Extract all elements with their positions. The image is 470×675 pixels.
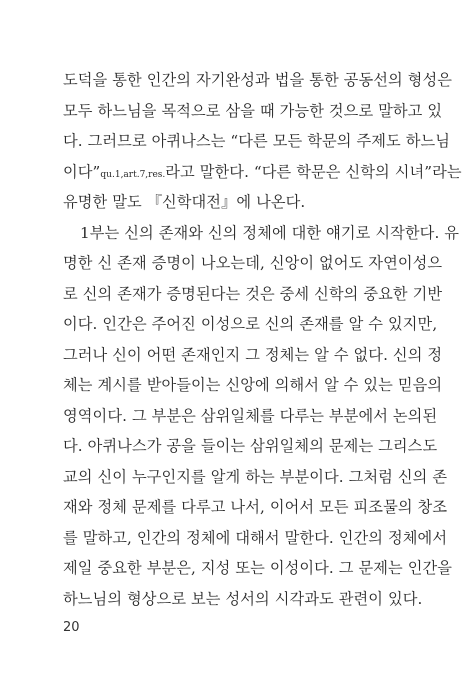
body-text bbox=[63, 65, 462, 614]
text-line: 하느님의 형상으로 보는 성서의 시각과도 관련이 있다. bbox=[63, 589, 423, 608]
quote-end: 이다” bbox=[63, 162, 101, 181]
citation-reference: qu.1,art.7,res. bbox=[100, 169, 166, 180]
text-line: 그러나 신이 어떤 존재인지 그 정체는 알 수 없다. 신의 정 bbox=[63, 345, 443, 364]
text-line: 로 신의 존재가 증명된다는 것은 중세 신학의 중요한 기반 bbox=[63, 284, 443, 303]
text-line: 도덕을 통한 인간의 자기완성과 법을 통한 공동선의 형성은 bbox=[63, 71, 453, 89]
text-line: 다. 그러므로 아퀴나스는 “다른 모든 학문의 주제도 하느님 bbox=[63, 132, 451, 150]
text-line: 이다. 인간은 주어진 이성으로 신의 존재를 알 수 있지만, bbox=[63, 315, 438, 333]
text-line: 제일 중요한 부분은, 지성 또는 이성이다. 그 문제는 인간을 bbox=[63, 559, 453, 577]
quote-continuation: 라고 말한다. “다른 학문은 신학의 시녀”라는 bbox=[165, 162, 462, 181]
text-line: 영역이다. 그 부분은 삼위일체를 다루는 부분에서 논의된 bbox=[63, 406, 438, 425]
text-line: 모두 하느님을 목적으로 삼을 때 가능한 것으로 말하고 있 bbox=[63, 101, 443, 120]
text-line: 유명한 말도 『신학대전』에 나온다. bbox=[63, 193, 306, 211]
text-line: 재와 정체 문제를 다루고 나서, 이어서 모든 피조물의 창조 bbox=[63, 498, 448, 516]
text-line: 교의 신이 누구인지를 알게 하는 부분이다. 그처럼 신의 존 bbox=[63, 467, 448, 486]
paragraph-1 bbox=[63, 65, 462, 218]
paragraph-2 bbox=[63, 218, 460, 615]
text-line: 체는 계시를 받아들이는 신앙에 의해서 알 수 있는 믿음의 bbox=[63, 376, 443, 394]
text-line: 명한 신 존재 증명이 나오는데, 신앙이 없어도 자연이성으 bbox=[63, 254, 443, 272]
text-line-with-citation bbox=[63, 157, 462, 188]
text-line-indented: 1부는 신의 존재와 신의 정체에 대한 얘기로 시작한다. 유 bbox=[80, 223, 460, 242]
text-line: 를 말하고, 인간의 정체에 대해서 말한다. 인간의 정체에서 bbox=[63, 528, 448, 547]
page-number: 20 bbox=[63, 620, 80, 635]
text-line: 다. 아퀴나스가 공을 들이는 삼위일체의 문제는 그리스도 bbox=[63, 437, 438, 455]
